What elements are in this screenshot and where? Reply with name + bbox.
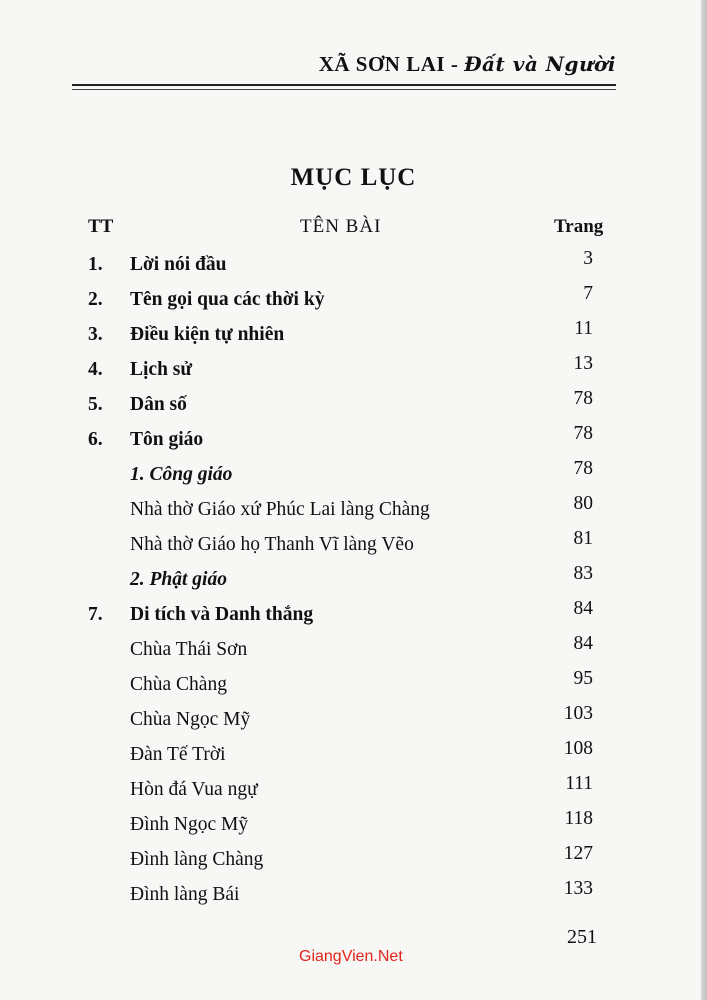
toc-page: 84: [573, 633, 593, 654]
toc-title: Chùa Chàng: [130, 674, 227, 695]
toc-title: Lịch sử: [130, 359, 193, 380]
header-title: [319, 52, 616, 77]
toc-row: [0, 458, 707, 493]
running-header: [72, 50, 616, 90]
toc-title: Chùa Thái Sơn: [130, 639, 248, 660]
toc-page: 133: [563, 878, 593, 899]
toc-title: 1. Công giáo: [130, 464, 233, 485]
toc-row: [0, 528, 707, 563]
toc-page: 83: [573, 563, 593, 584]
toc-row: [0, 878, 707, 913]
toc-row: [0, 563, 707, 598]
toc-title: Dân số: [130, 394, 187, 415]
toc-number: 6.: [88, 429, 103, 450]
watermark: GiangVien.Net: [299, 948, 403, 965]
toc-row: [0, 493, 707, 528]
column-header-page: Trang: [554, 216, 604, 237]
toc-number: 1.: [88, 254, 103, 275]
toc-title: Nhà thờ Giáo xứ Phúc Lai làng Chàng: [130, 499, 430, 520]
toc-row: [0, 318, 707, 353]
toc-page: 111: [565, 773, 593, 794]
toc-title: Chùa Ngọc Mỹ: [130, 709, 251, 730]
header-separator: -: [445, 52, 465, 76]
toc-row: [0, 598, 707, 633]
toc-number: 5.: [88, 394, 103, 415]
toc-row: [0, 773, 707, 808]
column-header-name: TÊN BÀI: [300, 216, 382, 237]
toc-page: 7: [583, 283, 593, 304]
toc-page: 108: [563, 738, 593, 759]
toc-row: [0, 388, 707, 423]
toc-title: Nhà thờ Giáo họ Thanh Vĩ làng Vẽo: [130, 534, 414, 555]
toc-row: [0, 248, 707, 283]
toc-page: 11: [574, 318, 593, 339]
toc-page: 127: [563, 843, 593, 864]
header-rule: [72, 84, 616, 86]
toc-page: 78: [573, 458, 593, 479]
toc-row: [0, 668, 707, 703]
toc-row: [0, 353, 707, 388]
toc-title: 2. Phật giáo: [130, 569, 227, 590]
toc-page: 103: [563, 703, 593, 724]
toc-page: 81: [573, 528, 593, 549]
toc-number: 7.: [88, 604, 103, 625]
toc-title: Điều kiện tự nhiên: [130, 324, 285, 345]
header-rule-thin: [72, 89, 616, 90]
table-of-contents: [0, 248, 707, 913]
toc-title: Tên gọi qua các thời kỳ: [130, 289, 325, 310]
header-subtitle: Đất và Người: [464, 52, 616, 76]
toc-row: [0, 738, 707, 773]
toc-page: 3: [583, 248, 593, 269]
toc-page: 13: [573, 353, 593, 374]
toc-page: 95: [573, 668, 593, 689]
header-main: XÃ SƠN LAI: [318, 52, 446, 76]
toc-row: [0, 423, 707, 458]
toc-title: Đình làng Bái: [130, 884, 240, 905]
toc-number: 2.: [88, 289, 103, 310]
toc-title: Hòn đá Vua ngự: [130, 779, 258, 800]
toc-row: [0, 843, 707, 878]
toc-row: [0, 283, 707, 318]
toc-page: 118: [564, 808, 593, 829]
toc-number: 3.: [88, 324, 103, 345]
page-title: MỤC LỤC: [290, 164, 417, 191]
page-number: 251: [567, 926, 597, 948]
toc-page: 78: [573, 423, 593, 444]
toc-title: Đàn Tế Trời: [130, 744, 226, 765]
toc-page: 80: [573, 493, 593, 514]
toc-row: [0, 808, 707, 843]
toc-row: [0, 633, 707, 668]
column-header-tt: TT: [88, 216, 114, 237]
toc-title: Đình làng Chàng: [130, 849, 264, 870]
toc-row: [0, 703, 707, 738]
toc-title: Tôn giáo: [130, 429, 204, 450]
toc-page: 84: [573, 598, 593, 619]
toc-title: Di tích và Danh thắng: [130, 604, 314, 625]
toc-title: Lời nói đầu: [130, 254, 227, 275]
toc-title: Đình Ngọc Mỹ: [130, 814, 249, 835]
toc-number: 4.: [88, 359, 103, 380]
toc-page: 78: [573, 388, 593, 409]
